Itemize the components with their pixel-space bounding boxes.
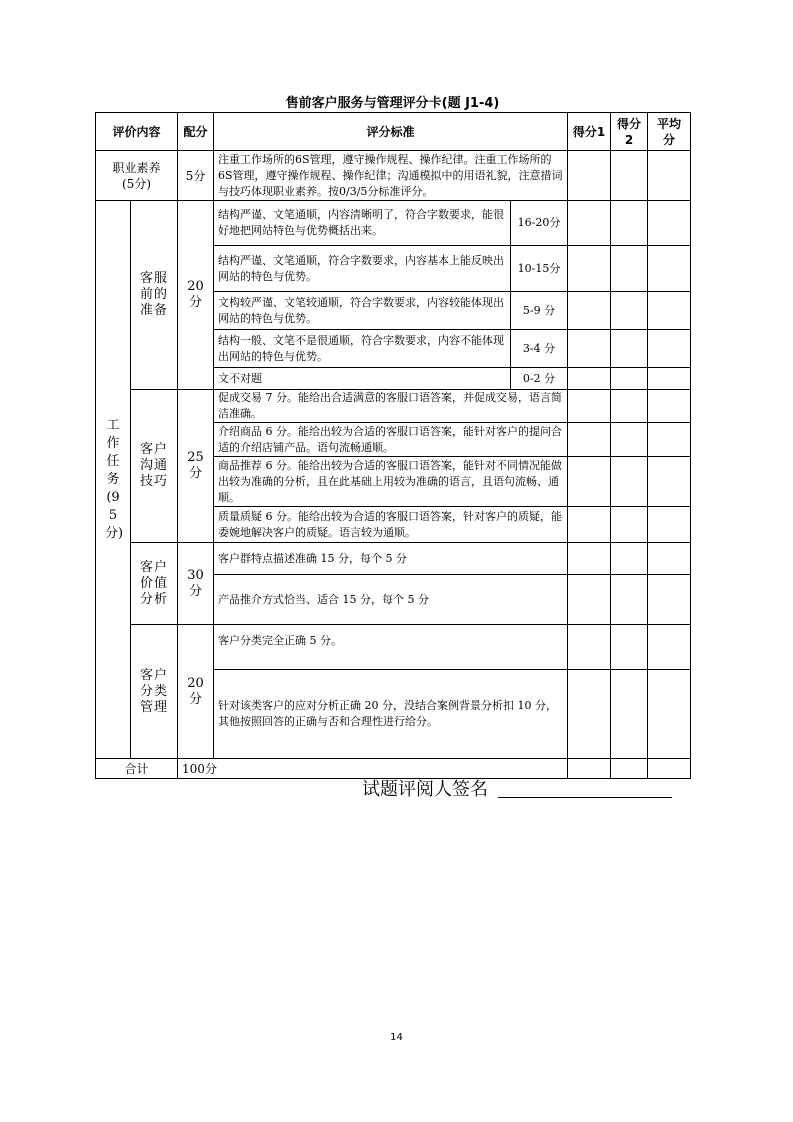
prep-range-1: 16-20分 (511, 201, 568, 246)
page-number: 14 (390, 1032, 403, 1043)
professional-criterion: 注重工作场所的6S管理，遵守操作规程、操作纪律。注重工作场所的6S管理，遵守操作规程、操作纪律；沟通模拟中的用语礼貌，注意措词与技巧体现职业素养。按0/3/5分标准评分。 (214, 151, 568, 201)
score2-cell[interactable] (611, 201, 648, 246)
signature-line[interactable] (498, 797, 672, 798)
score1-cell[interactable] (568, 151, 611, 201)
score1-cell[interactable] (568, 368, 611, 390)
prep-points: 20分 (178, 201, 214, 390)
score1-cell[interactable] (568, 246, 611, 292)
score1-cell[interactable] (568, 292, 611, 330)
comm-criterion-1: 促成交易 7 分。能给出合适满意的客服口语答案，并促成交易，语言简洁准确。 (214, 390, 568, 423)
score1-cell[interactable] (568, 575, 611, 625)
score2-cell[interactable] (611, 423, 648, 457)
header-content: 评价内容 (96, 113, 178, 151)
average-cell[interactable] (648, 246, 691, 292)
class-points: 20分 (178, 625, 214, 759)
score2-cell[interactable] (611, 543, 648, 575)
total-points: 100分 (178, 759, 568, 779)
page-title: 售前客户服务与管理评分卡(题 J1-4) (285, 96, 500, 111)
prep-label: 客服前的准备 (131, 201, 178, 390)
average-cell[interactable] (648, 201, 691, 246)
comm-label: 客户沟通技巧 (131, 390, 178, 543)
score1-cell[interactable] (568, 543, 611, 575)
score2-cell[interactable] (611, 575, 648, 625)
score1-cell[interactable] (568, 507, 611, 543)
score2-cell[interactable] (611, 625, 648, 670)
class-criterion-2: 针对该类客户的应对分析正确 20 分，没结合案例背景分析扣 10 分，其他按照回答的正确与否和合理性进行给分。 (214, 670, 568, 759)
professional-label: 职业素养 (5分) (96, 151, 178, 201)
score1-cell[interactable] (568, 625, 611, 670)
average-cell[interactable] (648, 457, 691, 507)
signature-label: 试题评阅人签名 (362, 779, 488, 800)
prep-range-3: 5-9 分 (511, 292, 568, 330)
comm-criterion-2: 介绍商品 6 分。能给出较为合适的客服口语答案，能针对客户的提问合适的介绍店铺产品。语句流畅通顺。 (214, 423, 568, 457)
score1-cell[interactable] (568, 759, 611, 779)
prep-range-4: 3-4 分 (511, 330, 568, 368)
header-score2: 得分2 (611, 113, 648, 151)
score2-cell[interactable] (611, 330, 648, 368)
average-cell[interactable] (648, 330, 691, 368)
average-cell[interactable] (648, 543, 691, 575)
class-criterion-1: 客户分类完全正确 5 分。 (214, 625, 568, 670)
prep-range-2: 10-15分 (511, 246, 568, 292)
header-row (96, 113, 691, 151)
prep-range-5: 0-2 分 (511, 368, 568, 390)
score2-cell[interactable] (611, 457, 648, 507)
header-average: 平均分 (648, 113, 691, 151)
average-cell[interactable] (648, 292, 691, 330)
score-card-table (95, 112, 691, 779)
prep-row-1 (96, 201, 691, 246)
score1-cell[interactable] (568, 201, 611, 246)
comm-criterion-3: 商品推荐 6 分。能给出较为合适的客服口语答案，能针对不同情况能做出较为准确的分析，且在此基础上用较为准确的语言，且语句流畅、通顺。 (214, 457, 568, 507)
score1-cell[interactable] (568, 423, 611, 457)
value-label: 客户价值分析 (131, 543, 178, 625)
average-cell[interactable] (648, 151, 691, 201)
average-cell[interactable] (648, 423, 691, 457)
score2-cell[interactable] (611, 390, 648, 423)
professional-points: 5分 (178, 151, 214, 201)
prep-criterion-2: 结构严谨、文笔通顺，符合字数要求，内容基本上能反映出网站的特色与优势。 (214, 246, 511, 292)
score1-cell[interactable] (568, 330, 611, 368)
class-row-1 (96, 625, 691, 670)
score2-cell[interactable] (611, 368, 648, 390)
average-cell[interactable] (648, 368, 691, 390)
prep-criterion-3: 文构较严谨、文笔较通顺，符合字数要求，内容较能体现出网站的特色与优势。 (214, 292, 511, 330)
score2-cell[interactable] (611, 759, 648, 779)
score1-cell[interactable] (568, 457, 611, 507)
score2-cell[interactable] (611, 246, 648, 292)
prep-criterion-4: 结构一般、文笔不是很通顺，符合字数要求，内容不能体现出网站的特色与优势。 (214, 330, 511, 368)
comm-criterion-4: 质量质疑 6 分。能给出较为合适的客服口语答案，针对客户的质疑，能委婉地解决客户的质疑。语言较为通顺。 (214, 507, 568, 543)
average-cell[interactable] (648, 507, 691, 543)
average-cell[interactable] (648, 575, 691, 625)
value-row-1 (96, 543, 691, 575)
average-cell[interactable] (648, 390, 691, 423)
average-cell[interactable] (648, 670, 691, 759)
comm-row-1 (96, 390, 691, 423)
average-cell[interactable] (648, 625, 691, 670)
score2-cell[interactable] (611, 670, 648, 759)
score1-cell[interactable] (568, 670, 611, 759)
value-criterion-2: 产品推介方式恰当、适合 15 分，每个 5 分 (214, 575, 568, 625)
header-points: 配分 (178, 113, 214, 151)
value-points: 30分 (178, 543, 214, 625)
average-cell[interactable] (648, 759, 691, 779)
class-label: 客户分类管理 (131, 625, 178, 759)
value-criterion-1: 客户群特点描述准确 15 分，每个 5 分 (214, 543, 568, 575)
prep-criterion-5: 文不对题 (214, 368, 511, 390)
header-score1: 得分1 (568, 113, 611, 151)
header-standard: 评分标准 (214, 113, 568, 151)
score2-cell[interactable] (611, 507, 648, 543)
score1-cell[interactable] (568, 390, 611, 423)
prep-criterion-1: 结构严谨、文笔通顺，内容清晰明了，符合字数要求，能很好地把网站特色与优势概括出来。 (214, 201, 511, 246)
total-label: 合计 (96, 759, 178, 779)
comm-points: 25分 (178, 390, 214, 543)
professional-row (96, 151, 691, 201)
work-task-label: 工作任务(95分) (96, 201, 131, 759)
score2-cell[interactable] (611, 151, 648, 201)
score2-cell[interactable] (611, 292, 648, 330)
